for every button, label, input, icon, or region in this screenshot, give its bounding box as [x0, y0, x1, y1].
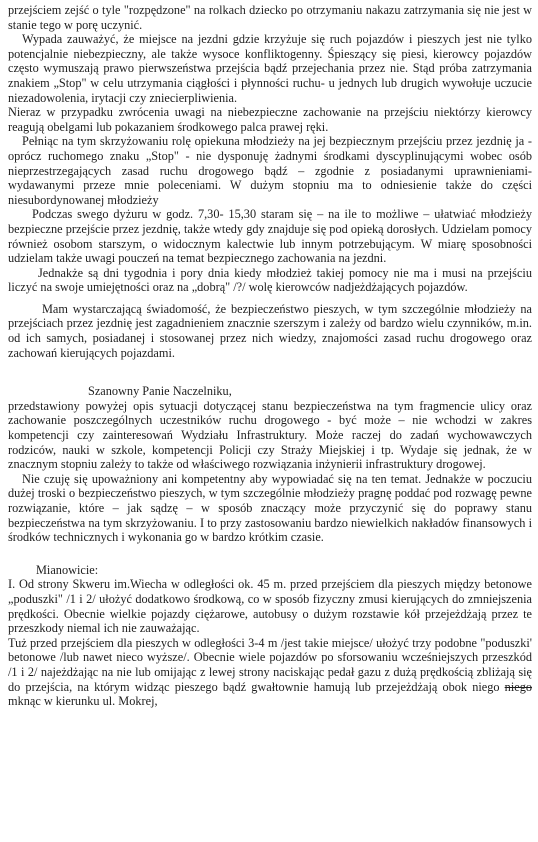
- paragraph-9: Nie czuję się upoważniony ani kompetentny aby wypowiadać się na ten temat. Jednakże w poczuciu dużej troski o bezpieczeństwo pieszych, w tym szczególnie młodzieży pragnę poddać pod rozwagę pewne rozwiązanie, które – jak sądzę – w sposób znaczący może przyczynić się do poprawy stanu bezpieczeństwa na tym skrzyżowaniu. I to przy zastosowaniu bardzo niewielkich nakładów finansowych i środków technicznych i wykonania go w bardzo krótkim czasie.: [8, 471, 532, 545]
- paragraph-1: przejściem zejść o tyle "rozpędzone" na rolkach dziecko po otrzymaniu nakazu zatrzymania się nie jest w stanie tego w porę uczynić.: [8, 3, 532, 32]
- salutation: Szanowny Panie Naczelniku,: [88, 384, 232, 399]
- paragraph-11: [8, 636, 532, 709]
- paragraph-3: Nieraz w przypadku zwrócenia uwagi na niebezpieczne zachowanie na przejściu niektórzy kierowcy reagują obelgami lub pokazaniem środkowego palca prawej ręki.: [8, 105, 532, 134]
- paragraph-11-tail: mknąc w kierunku ul. Mokrej,: [8, 694, 158, 709]
- section-heading: Mianowicie:: [36, 562, 99, 577]
- paragraph-7: Mam wystarczającą świadomość, że bezpieczeństwo pieszych, w tym szczególnie młodzieży na przejściach przez jezdnię jest zagadnieniem znacznie szerszym i zależy od bardzo wielu czynników, m.in. od ich samych, posiadanej i stosowanej przez nich wiedzy, znajomości zasad ruchu drogowego oraz zachowań kierujących pojazdami.: [8, 301, 532, 360]
- paragraph-11-text: Tuż przed przejściem dla pieszych w odległości 3-4 m /jest takie miejsce/ ułożyć trzy podobne "poduszki' betonowe /lub nawet nieco wyższe/. Obecnie wiele pojazdów po sforsowaniu wcześniejszych przeszkód /1 i 2/ najeżdżając na nie lub omijając z lewej strony naciskając pedał gazu z dużą prędkością zbliżają się do przejścia, na którym widząc pieszego bądź gwałtownie hamują lub przejeżdżają obok niego: [8, 635, 532, 694]
- struck-word: niego: [504, 679, 532, 694]
- paragraph-4: Pełniąc na tym skrzyżowaniu rolę opiekuna młodzieży na jej bezpiecznym przejściu przez jezdnię ja - oprócz ruchomego znaku „Stop" - nie dysponuję żadnymi środkami dyscyplinującymi wobec osób nieprzestrzegających zasad ruchu drogowego bądź – zgodnie z posiadanymi uprawnieniami- wydawanymi przeze mnie poleceniami. W dużym stopniu ma to odniesienie także do części niesubordynowanej młodzieży: [8, 134, 532, 207]
- paragraph-8: przedstawiony powyżej opis sytuacji dotyczącej stanu bezpieczeństwa na tym fragmencie ulicy oraz zachowanie poszczególnych uczestników ruchu drogowego - być może – nie wchodzi w zakres kompetencji czy zainteresowań Wydziału Infrastruktury. Może raczej do zadań wychowawczych rodziców, nauki w szkole, kompetencji Policji czy Straży Miejskiej i tp. Wydaje się jednak, że w znacznym stopniu zależy to także od właściwego rozwiązania inżynierii infrastruktury drogowej.: [8, 398, 532, 472]
- paragraph-5: Podczas swego dyżuru w godz. 7,30- 15,30 staram się – na ile to możliwe – ułatwiać młodzieży bezpieczne przejście przez jezdnię, także wtedy gdy znajduje się pod opieką dorosłych. Udzielam pomocy również osobom starszym, o widocznym kalectwie lub innym potrzebującym. W miarę sposobności udzielam także uwagi pouczeń na temat bezpiecznego zachowania na jezdni.: [8, 207, 532, 266]
- paragraph-2: Wypada zauważyć, że miejsce na jezdni gdzie krzyżuje się ruch pojazdów i pieszych jest nie tylko potencjalnie niebezpieczny, ale także wysoce konfliktogenny. Śpieszący się piesi, kierowcy pojazdów często wymuszają prawo pierwszeństwa przejścia bądź przejechania przez nie. Stąd próba zatrzymania znakiem „Stop" w celu utrzymania ciągłości i płynności ruchu- u jednych lub drugich wywołuje uczucie niezadowolenia, irytacji czy zniecierpliwienia.: [8, 32, 532, 105]
- paragraph-10: I. Od strony Skweru im.Wiecha w odległości ok. 45 m. przed przejściem dla pieszych między betonowe „poduszki" /1 i 2/ ułożyć dodatkowo środkową, co w sposób fizyczny zmusi kierujących do zmniejszenia prędkości. Obecnie wielkie pojazdy ciężarowe, autobusy o dużym rozstawie kół przejeżdżają przez te przeszkody niemal ich nie zauważając.: [8, 577, 532, 636]
- letter-page: [8, 3, 532, 709]
- paragraph-6: Jednakże są dni tygodnia i pory dnia kiedy młodzież takiej pomocy nie ma i musi na przejściu liczyć na swoje umiejętności oraz na „dobrą" /?/ wolę kierowców nadjeżdżających pojazdów.: [8, 265, 532, 295]
